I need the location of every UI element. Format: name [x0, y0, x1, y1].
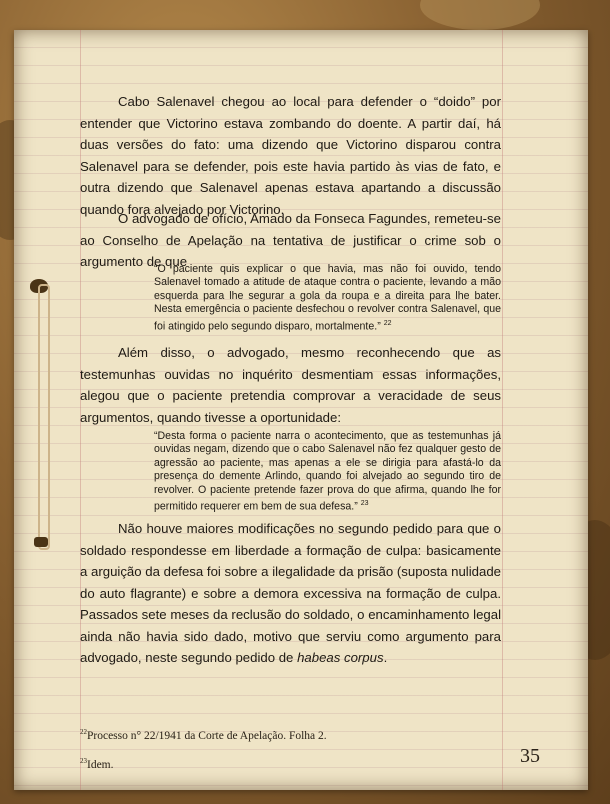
footnote-ref-22: 22	[383, 319, 392, 327]
block-quote-1: “O paciente quis explicar o que havia, mas não foi ouvido, tendo Salenavel tomado a atitude de ataque contra o paciente, levando a mão esquerda para lhe segurar a gola da roupa e a direita para lhe bater. Nesta emergência o paciente desfechou o revolver contra Salenavel, que foi atingido pelo segundo disparo, mortalmente.” $^{22}$	[154, 263, 501, 333]
block-quote-2: “Desta forma o paciente narra o acontecimento, que as testemunhas já ouvidas negam, dizendo que o cabo Salenavel não fez qualquer gesto de agressão ao paciente, mas apenas a ele se dirigia para afastá-lo da presença do demente Arlindo, quando foi alvejado ao segundo tiro de revolver. O paciente pretende fazer prova do que afirma, quando lhe for permitido requerer em bem de sua defesa.” $^{23}$	[154, 430, 501, 513]
page-number: 35	[520, 745, 540, 767]
paragraph-4: Não houve maiores modificações no segundo pedido para que o soldado respondesse em liberdade a formação de culpa: basicamente a arguição da defesa foi sobre a ilegalidade da prisão (suposta nulidade do auto flagrante) e sobre a demora excessiva na formação de culpa. Passados sete meses da reclusão do soldado, o encaminhamento legal ainda não havia sido dado, motivo que serviu como argumento para advogado, neste segundo pedido de habeas corpus.	[80, 521, 501, 665]
paper-clip-bottom	[34, 537, 48, 547]
paragraph-1: Cabo Salenavel chegou ao local para defender o “doido” por entender que Victorino estava zombando do doente. A partir daí, há duas versões do fato: uma dizendo que Victorino disparou contra Salenavel para se defender, pois este havia partido às vias de fato, e outra dizendo que Salenavel apenas estava apartando a discussão quando fora alvejado por Victorino.	[80, 94, 501, 217]
italic-term: habeas corpus	[297, 650, 384, 665]
paragraph-2: O advogado de ofício, Amado da Fonseca Fagundes, remeteu-se ao Conselho de Apelação na tentativa de justificar o crime sob o argumento de que	[80, 211, 501, 269]
paragraph-3: Além disso, o advogado, mesmo reconhecendo que as testemunhas ouvidas no inquérito desmentiam essas informações, alegou que o paciente pretendia comprovar a veracidade de seus argumentos, quando tivesse a oportunidade:	[80, 345, 501, 425]
footnote-23: $^{23}$Idem.	[80, 757, 114, 771]
footnote-22: $^{22}$Processo n° 22/1941 da Corte de Apelação. Folha 2.	[80, 728, 327, 742]
right-margin-line	[502, 30, 503, 790]
paper-clip	[38, 284, 50, 550]
footnote-ref-23: 23	[360, 500, 369, 508]
